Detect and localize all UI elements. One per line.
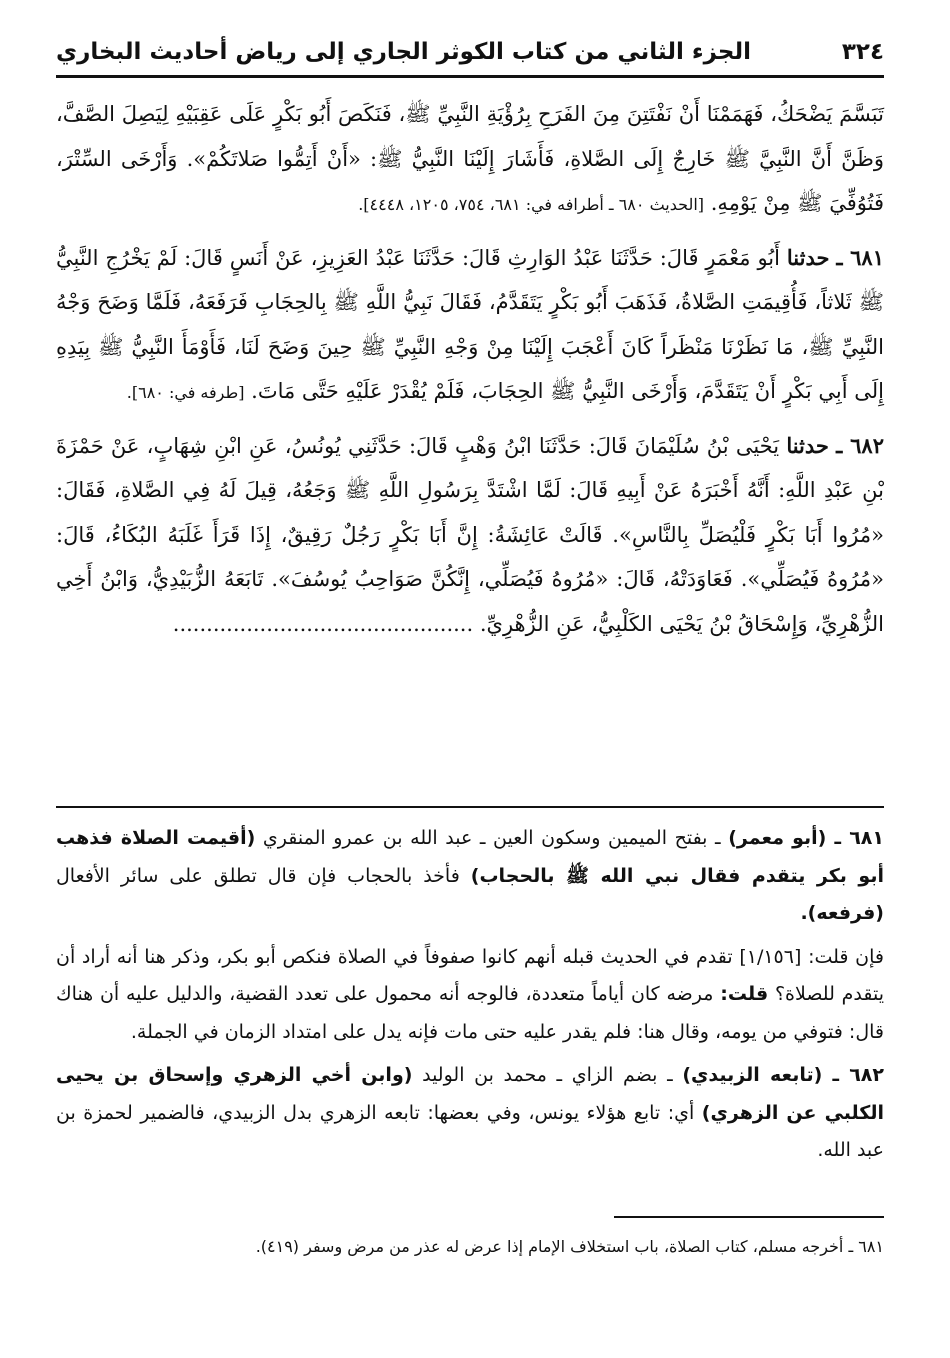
hadith-682: [56, 424, 884, 647]
hadith-682-text: يَحْيَى بْنُ سُلَيْمَانَ قَالَ: حَدَّثَنَا ابْنُ وَهْبٍ قَالَ: حَدَّثَنِي يُونُسُ، عَنِ ابْنِ شِهَابٍ، عَنْ حَمْزَةَ بْنِ عَبْدِ اللَّهِ: أَنَّهُ أَخْبَرَهُ عَنْ أَبِيهِ قَالَ: لَمَّا اشْتَدَّ بِرَسُولِ اللَّهِ ﷺ وَجَعُهُ، قِيلَ لَهُ فِي الصَّلاةِ، فَقَالَ: «مُرُوا أَبَا بَكْرٍ فَلْيُصَلِّ بِالنَّاسِ». قَالَتْ عَائِشَةُ: إِنَّ أَبَا بَكْرٍ رَجُلٌ رَقِيقٌ، إِذَا قَرَأَ غَلَبَهُ البُكَاءُ، قَالَ: «مُرُوهُ فَيُصَلِّي». فَعَاوَدَتْهُ، قَالَ: «مُرُوهُ فَيُصَلِّي، إِنَّكُنَّ صَوَاحِبُ يُوسُفَ». تَابَعَهُ الزُّبَيْدِيُّ، وَابْنُ أَخِي الزُّهْرِيِّ، وَإِسْحَاقُ بْنُ يَحْيَى الكَلْبِيُّ، عَنِ الزُّهْرِيِّ.: [56, 433, 884, 636]
hadith-680-end: تَبَسَّمَ يَضْحَكُ، فَهَمَمْنَا أَنْ نَفْتَتِنَ مِنَ الفَرَحِ بِرُؤْيَةِ النَّبِيِّ ﷺ، فَنَكَصَ أَبُو بَكْرٍ عَلَى عَقِبَيْهِ لِيَصِلَ الصَّفَّ، وَظَنَّ أَنَّ النَّبِيَّ ﷺ خَارِجٌ إِلَى الصَّلاةِ، فَأَشَارَ إِلَيْنَا النَّبِيُّ ﷺ: «أَنْ أَتِمُّوا صَلاتَكُمْ». وَأَرْخَى السِّتْرَ، فَتُوُفِّيَ ﷺ مِنْ يَوْمِهِ. [الحديث ٦٨٠ ـ أطرافه في: ٦٨١، ٧٥٤، ١٢٠٥، ٤٤٤٨].: [56, 102, 884, 215]
leader-dots: .............................................: [172, 611, 474, 636]
commentary-682: ٦٨٢ ـ (تابعه الزبيدي) ـ بضم الزاي ـ محمد بن الوليد (وابن أخي الزهري وإسحاق بن يحيى الكلبي عن الزهري) أي: تابع هؤلاء يونس، وفي بعضها: تابعه الزهري بدل الزبيدي، فالضمير لحمزة بن عبد الله.: [56, 1064, 885, 1161]
hadith-682-number: ٦٨٢ ـ: [836, 432, 884, 458]
hadith-680-reference: [الحديث ٦٨٠ ـ أطرافه في: ٦٨١، ٧٥٤، ١٢٠٥، ٤٤٤٨].: [358, 195, 705, 214]
hadith-681-text: أَبُو مَعْمَرٍ قَالَ: حَدَّثَنَا عَبْدُ الوَارِثِ قَالَ: حَدَّثَنَا عَبْدُ العَزِيزِ، عَنْ أَنَسٍ قَالَ: لَمْ يَخْرُجِ النَّبِيُّ ﷺ ثَلاثاً، فَأُقِيمَتِ الصَّلاةُ، فَذَهَبَ أَبُو بَكْرٍ يَتَقَدَّمُ، فَقَالَ نَبِيُّ اللَّهِ ﷺ بِالحِجَابِ فَرَفَعَهُ، فَلَمَّا وَضَحَ وَجْهُ النَّبِيِّ ﷺ، مَا نَظَرْنَا مَنْظَراً كَانَ أَعْجَبَ إِلَيْنَا مِنْ وَجْهِ النَّبِيِّ ﷺ حِينَ وَضَحَ لَنَا، فَأَوْمَأَ النَّبِيُّ ﷺ بِيَدِهِ إِلَى أَبِي بَكْرٍ أَنْ يَتَقَدَّمَ، وَأَرْخَى النَّبِيُّ ﷺ الحِجَابَ، فَلَمْ يُقْدَرْ عَلَيْهِ حَتَّى مَاتَ.: [56, 245, 884, 403]
hadith-681-number: ٦٨١ ـ: [836, 244, 884, 270]
hadith-682-lead: حدثنا: [786, 432, 829, 458]
page-number: ٣٢٤: [841, 39, 884, 65]
footnote-rule: [614, 1216, 884, 1218]
commentary-separator: [56, 806, 884, 808]
hadith-text: [56, 92, 884, 646]
footnote: ٦٨١ ـ أخرجه مسلم، كتاب الصلاة، باب استخلاف الإمام إذا عرض له عذر من مرض وسفر (٤١٩).: [255, 1237, 884, 1256]
running-title: الجزء الثاني من كتاب الكوثر الجاري إلى رياض أحاديث البخاري: [56, 39, 752, 65]
commentary-681: ٦٨١ ـ (أبو معمر) ـ بفتح الميمين وسكون العين ـ عبد الله بن عمرو المنقري (أقيمت الصلاة فذهب أبو بكر يتقدم فقال نبي الله ﷺ بالحجاب) فأخذ بالحجاب فإن قال تطلق على سائر الأفعال (فرفعه).: [56, 827, 884, 924]
commentary: [56, 820, 884, 1176]
page-header: [56, 30, 884, 74]
commentary-681-question: فإن قلت: [١/١٥٦] تقدم في الحديث قبله أنهم كانوا صفوفاً في الصلاة فنكص أبو بكر، وذكر هنا أنه أراد أن يتقدم للصلاة؟ قلت: مرضه كان أياماً متعددة، فالوجه أنه محمول على تعدد القضية، والدليل عليه أن هناك قال: فتوفي من يومه، وقال هنا: فلم يقدر عليه حتى مات فإنه يدل على امتداد الزمان في الجملة.: [56, 945, 885, 1043]
hadith-681: [56, 236, 884, 416]
header-rule: [56, 75, 884, 78]
hadith-681-lead: حدثنا: [786, 244, 830, 270]
hadith-681-reference: [طرفه في: ٦٨٠].: [126, 383, 245, 402]
